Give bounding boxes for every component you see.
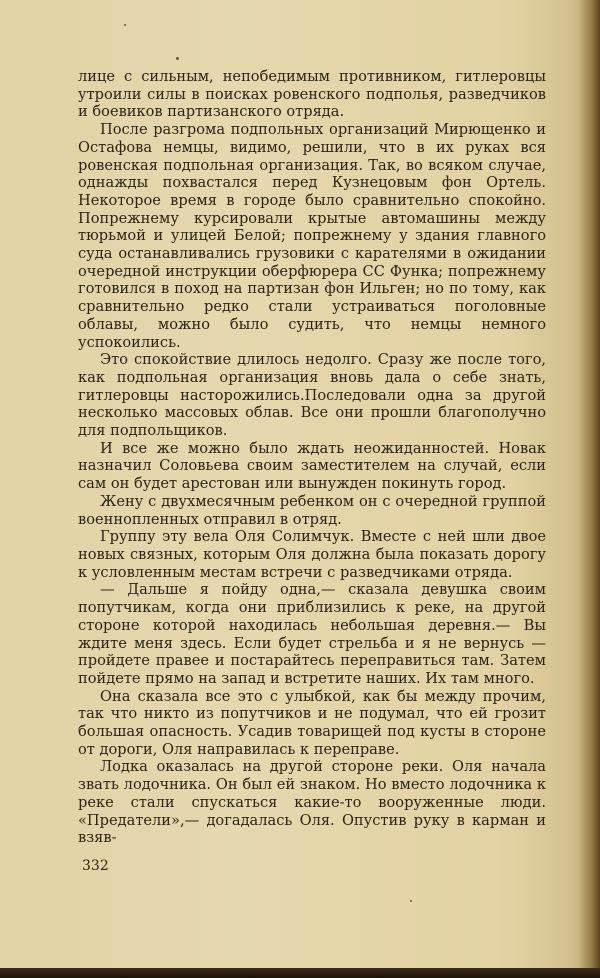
bottom-edge — [0, 968, 600, 978]
paragraph: И все же можно было ждать неожиданностей. Новак назначил Соловьева своим заместителем на случай, если сам он будет арестован или вынужден покинуть город. — [78, 439, 546, 493]
paragraph: Лодка оказалась на другой стороне реки. Оля начала звать лодочника. Он был ей знаком. Но вместо лодочника к реке стали спускаться какие-то вооруженные люди. «Предатели»,— догадалась Оля. Опустив руку в карман и взяв- — [78, 758, 546, 847]
paper-speck — [124, 24, 126, 26]
page-text — [78, 68, 546, 847]
paragraph: После разгрома подпольных организаций Мирющенко и Остафова немцы, видимо, решили, что в их руках вся ровенская подпольная организация. Так, во всяком случае, однажды похвастался перед Кузнецовым фон Ортель. Некоторое время в городе было сравнительно спокойно. Попрежнему курсировали крытые автомашины между тюрьмой и улицей Белой; попрежнему у здания главного суда останавливались грузовики с карателями в ожидании очередной инструкции оберфюрера СС Функа; попрежнему готовился в поход на партизан фон Ильген; но по тому, как сравнительно редко стали устраиваться поголовные облавы, можно было судить, что немцы немного успокоились. — [78, 121, 546, 351]
paragraph: лице с сильным, непобедимым противником, гитлеровцы утроили силы в поисках ровенского подполья, разведчиков и боевиков партизанского отряда. — [78, 68, 546, 121]
paragraph: Это спокойствие длилось недолго. Сразу же после того, как подпольная организация вновь дала о себе знать, гитлеровцы насторожились.Последовали одна за другой несколько массовых облав. Все они прошли благополучно для подпольщиков. — [78, 351, 546, 440]
paragraph: Она сказала все это с улыбкой, как бы между прочим, так что никто из попутчиков и не подумал, что ей грозит большая опасность. Усадив товарищей под кусты в стороне от дороги, Оля направилась к переправе. — [78, 687, 546, 758]
page-number: 332 — [82, 858, 109, 874]
spine-shadow — [578, 0, 600, 978]
paragraph: Группу эту вела Оля Солимчук. Вместе с ней шли двое новых связных, которым Оля должна была показать дорогу к условленным местам встречи с разведчиками отряда. — [78, 528, 546, 581]
paragraph: — Дальше я пойду одна,— сказала девушка своим попутчикам, когда они приблизились к реке, на другой стороне которой находилась небольшая деревня.— Вы ждите меня здесь. Если будет стрельба и я не вернусь — пройдете правее и постарайтесь переправиться там. Затем пойдете прямо на запад и встретите наших. Их там много. — [78, 581, 546, 687]
paragraph: Жену с двухмесячным ребенком он с очередной группой военнопленных отправил в отряд. — [78, 492, 546, 528]
paper-speck — [410, 900, 412, 902]
paper-speck — [176, 57, 179, 60]
